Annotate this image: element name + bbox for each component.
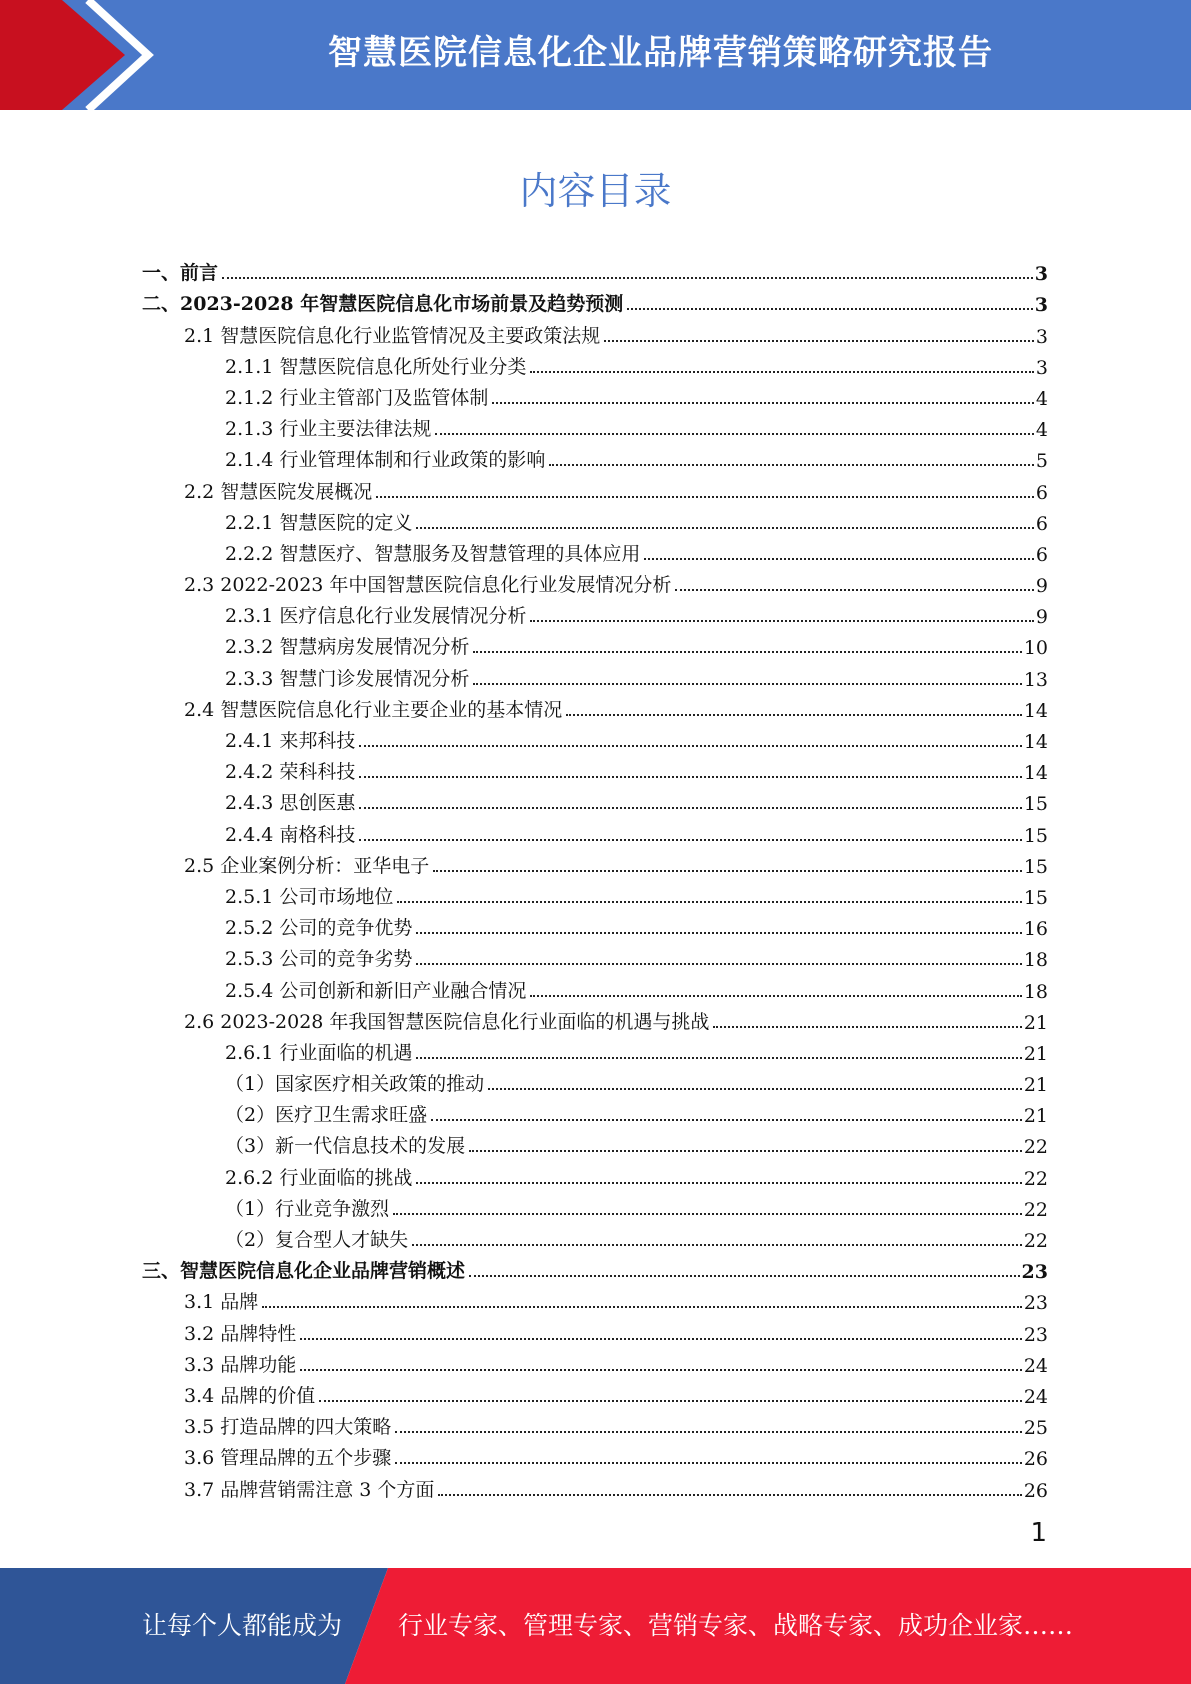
toc-entry-page: 21 bbox=[1023, 1074, 1048, 1097]
toc-entry-page: 18 bbox=[1023, 949, 1048, 972]
toc-entry[interactable] bbox=[142, 784, 1048, 815]
toc-entry-label: 二、2023-2028 年智慧医院信息化市场前景及趋势预测 bbox=[142, 293, 624, 316]
toc-entry-page: 3 bbox=[1035, 356, 1048, 379]
toc-entry-page: 10 bbox=[1023, 637, 1048, 660]
toc-entry-page: 24 bbox=[1023, 1354, 1048, 1377]
toc-entry-page: 9 bbox=[1035, 606, 1048, 629]
toc-entry-label: （2）复合型人才缺失 bbox=[225, 1229, 409, 1251]
toc-entry-label: 2.4.1 来邦科技 bbox=[225, 730, 356, 752]
toc-entry[interactable] bbox=[142, 722, 1048, 753]
toc-entry[interactable] bbox=[142, 1034, 1048, 1065]
toc-entry[interactable] bbox=[142, 597, 1048, 628]
toc-dot-leader bbox=[644, 558, 1034, 560]
toc-entry-page: 24 bbox=[1023, 1385, 1048, 1408]
report-title: 智慧医院信息化企业品牌营销策略研究报告 bbox=[328, 33, 993, 73]
toc-entry-label: （2）医疗卫生需求旺盛 bbox=[225, 1104, 428, 1127]
toc-entry[interactable] bbox=[142, 878, 1048, 909]
toc-entry-page: 15 bbox=[1023, 824, 1048, 847]
table-of-contents bbox=[142, 254, 1048, 1502]
toc-dot-leader bbox=[395, 1462, 1022, 1464]
toc-entry[interactable] bbox=[142, 1470, 1048, 1501]
toc-dot-leader bbox=[469, 1150, 1022, 1152]
toc-entry-label: 2.3.1 医疗信息化行业发展情况分析 bbox=[225, 605, 527, 628]
toc-dot-leader bbox=[675, 589, 1033, 591]
toc-entry[interactable] bbox=[142, 348, 1048, 379]
toc-entry-page: 22 bbox=[1023, 1230, 1048, 1252]
toc-dot-leader bbox=[627, 308, 1033, 310]
toc-dot-leader bbox=[473, 651, 1021, 653]
toc-entry-label: 3.2 品牌特性 bbox=[184, 1322, 297, 1345]
toc-entry[interactable] bbox=[142, 1190, 1048, 1221]
toc-entry-page: 23 bbox=[1021, 1261, 1048, 1284]
toc-entry-label: 3.5 打造品牌的四大策略 bbox=[184, 1416, 392, 1439]
toc-dot-leader bbox=[469, 1275, 1020, 1277]
toc-entry-page: 23 bbox=[1023, 1323, 1048, 1346]
toc-entry-page: 9 bbox=[1035, 575, 1048, 598]
toc-dot-leader bbox=[397, 901, 1021, 903]
header-band bbox=[0, 0, 1191, 110]
toc-dot-leader bbox=[713, 1026, 1021, 1028]
red-chevron-decoration bbox=[0, 0, 160, 110]
toc-entry-page: 4 bbox=[1035, 419, 1048, 442]
toc-entry-label: 3.3 品牌功能 bbox=[184, 1353, 297, 1376]
toc-entry-page: 21 bbox=[1023, 1042, 1048, 1065]
toc-entry[interactable] bbox=[142, 379, 1048, 410]
toc-entry[interactable] bbox=[142, 1252, 1048, 1283]
toc-entry-page: 14 bbox=[1023, 731, 1048, 753]
toc-entry-label: 2.4 智慧医院信息化行业主要企业的基本情况 bbox=[184, 698, 563, 721]
toc-entry-label: 2.3 2022-2023 年中国智慧医院信息化行业发展情况分析 bbox=[184, 574, 672, 597]
toc-dot-leader bbox=[359, 839, 1021, 841]
toc-dot-leader bbox=[359, 807, 1021, 809]
toc-entry-label: 3.7 品牌营销需注意 3 个方面 bbox=[184, 1478, 435, 1501]
toc-entry[interactable] bbox=[142, 1096, 1048, 1127]
toc-entry-page: 15 bbox=[1023, 793, 1048, 816]
toc-entry-label: 2.5.2 公司的竞争优势 bbox=[225, 917, 413, 940]
toc-entry-label: （3）新一代信息技术的发展 bbox=[225, 1135, 466, 1158]
toc-entry-page: 15 bbox=[1023, 855, 1048, 878]
toc-entry-label: 2.1.2 行业主管部门及监管体制 bbox=[225, 386, 489, 409]
toc-entry[interactable] bbox=[142, 1127, 1048, 1158]
toc-dot-leader bbox=[376, 496, 1034, 498]
page-number: 1 bbox=[1030, 1518, 1047, 1548]
toc-heading: 内容目录 bbox=[519, 169, 672, 213]
toc-entry[interactable] bbox=[142, 285, 1048, 316]
toc-entry-label: 三、智慧医院信息化企业品牌营销概述 bbox=[142, 1260, 466, 1283]
toc-entry[interactable] bbox=[142, 316, 1048, 347]
toc-entry-page: 6 bbox=[1035, 481, 1048, 504]
toc-dot-leader bbox=[530, 371, 1034, 373]
toc-entry-label: 2.5.1 公司市场地位 bbox=[225, 885, 394, 908]
toc-dot-leader bbox=[435, 433, 1034, 435]
footer-slogan-left: 让每个人都能成为 bbox=[142, 1611, 343, 1640]
toc-entry-page: 14 bbox=[1023, 699, 1048, 722]
toc-entry[interactable] bbox=[142, 1065, 1048, 1096]
toc-entry-page: 4 bbox=[1035, 387, 1048, 410]
toc-dot-leader bbox=[492, 402, 1034, 404]
toc-dot-leader bbox=[416, 932, 1021, 934]
toc-dot-leader bbox=[438, 1494, 1021, 1496]
toc-dot-leader bbox=[359, 776, 1021, 778]
toc-entry[interactable] bbox=[142, 566, 1048, 597]
toc-dot-leader bbox=[530, 620, 1034, 622]
toc-entry[interactable] bbox=[142, 1283, 1048, 1314]
toc-entry-label: 2.3.3 智慧门诊发展情况分析 bbox=[225, 667, 470, 690]
toc-entry-page: 22 bbox=[1023, 1167, 1048, 1190]
toc-entry[interactable] bbox=[142, 815, 1048, 846]
toc-entry-page: 22 bbox=[1023, 1198, 1048, 1221]
toc-dot-leader bbox=[488, 1088, 1022, 1090]
footer-slogan-right: 行业专家、管理专家、营销专家、战略专家、成功企业家…… bbox=[398, 1611, 1074, 1640]
toc-entry-label: 2.3.2 智慧病房发展情况分析 bbox=[225, 636, 470, 659]
toc-dot-leader bbox=[549, 464, 1034, 466]
toc-dot-leader bbox=[412, 1244, 1022, 1246]
toc-entry-label: 2.5.4 公司创新和新旧产业融合情况 bbox=[225, 979, 527, 1002]
toc-entry-label: 2.1.4 行业管理体制和行业政策的影响 bbox=[225, 449, 546, 472]
toc-dot-leader bbox=[319, 1400, 1022, 1402]
toc-entry-label: 2.4.2 荣科科技 bbox=[225, 761, 356, 784]
toc-dot-leader bbox=[433, 870, 1022, 872]
toc-entry-label: 2.5.3 公司的竞争劣势 bbox=[225, 948, 413, 971]
toc-entry-page: 23 bbox=[1023, 1292, 1048, 1315]
toc-entry-page: 5 bbox=[1035, 450, 1048, 473]
toc-entry-page: 3 bbox=[1034, 294, 1048, 317]
toc-entry-page: 22 bbox=[1023, 1136, 1048, 1159]
toc-entry-page: 14 bbox=[1023, 762, 1048, 785]
toc-entry-label: 2.5 企业案例分析：亚华电子 bbox=[184, 854, 430, 877]
toc-entry[interactable] bbox=[142, 504, 1048, 535]
toc-entry-label: 3.6 管理品牌的五个步骤 bbox=[184, 1447, 392, 1470]
toc-entry-label: 2.6.2 行业面临的挑战 bbox=[225, 1166, 413, 1189]
toc-entry-label: （1）行业竞争激烈 bbox=[225, 1197, 390, 1220]
toc-entry[interactable] bbox=[142, 753, 1048, 784]
toc-dot-leader bbox=[530, 995, 1021, 997]
toc-entry-page: 6 bbox=[1035, 512, 1048, 535]
toc-entry-label: 2.4.3 思创医惠 bbox=[225, 792, 356, 815]
toc-entry-label: 3.1 品牌 bbox=[184, 1291, 259, 1314]
toc-entry[interactable] bbox=[142, 1221, 1048, 1252]
toc-dot-leader bbox=[416, 963, 1021, 965]
toc-entry[interactable] bbox=[142, 1158, 1048, 1189]
toc-entry-label: 2.6.1 行业面临的机遇 bbox=[225, 1041, 413, 1064]
toc-entry[interactable] bbox=[142, 410, 1048, 441]
toc-entry[interactable] bbox=[142, 628, 1048, 659]
toc-entry-label: 2.6 2023-2028 年我国智慧医院信息化行业面临的机遇与挑战 bbox=[184, 1010, 710, 1033]
toc-entry[interactable] bbox=[142, 940, 1048, 971]
toc-dot-leader bbox=[604, 340, 1034, 342]
toc-entry[interactable] bbox=[142, 971, 1048, 1002]
toc-entry[interactable] bbox=[142, 909, 1048, 940]
toc-entry-page: 26 bbox=[1023, 1479, 1048, 1502]
toc-entry-page: 21 bbox=[1023, 1011, 1048, 1034]
toc-entry-page: 15 bbox=[1023, 886, 1048, 909]
toc-dot-leader bbox=[222, 277, 1033, 279]
toc-entry-page: 18 bbox=[1023, 980, 1048, 1003]
toc-dot-leader bbox=[416, 1182, 1021, 1184]
toc-dot-leader bbox=[566, 714, 1022, 716]
toc-entry-label: 2.2.2 智慧医疗、智慧服务及智慧管理的具体应用 bbox=[225, 542, 641, 565]
toc-entry-page: 21 bbox=[1023, 1105, 1048, 1128]
toc-entry[interactable] bbox=[142, 1377, 1048, 1408]
toc-dot-leader bbox=[359, 745, 1021, 747]
toc-entry-label: 一、前言 bbox=[142, 262, 219, 285]
toc-entry-label: 2.4.4 南格科技 bbox=[225, 823, 356, 846]
toc-entry[interactable] bbox=[142, 441, 1048, 472]
toc-dot-leader bbox=[416, 527, 1034, 529]
toc-entry-page: 3 bbox=[1035, 325, 1048, 348]
toc-entry-label: 2.1.3 行业主要法律法规 bbox=[225, 418, 432, 441]
toc-entry-label: 3.4 品牌的价值 bbox=[184, 1384, 316, 1407]
toc-entry[interactable] bbox=[142, 1408, 1048, 1439]
toc-entry-page: 6 bbox=[1035, 543, 1048, 566]
toc-entry-page: 26 bbox=[1023, 1448, 1048, 1471]
toc-entry-page: 16 bbox=[1023, 918, 1048, 941]
toc-dot-leader bbox=[300, 1338, 1022, 1340]
toc-dot-leader bbox=[473, 683, 1021, 685]
toc-dot-leader bbox=[395, 1431, 1022, 1433]
toc-entry[interactable] bbox=[142, 691, 1048, 722]
toc-entry[interactable] bbox=[142, 847, 1048, 878]
footer-band bbox=[0, 1568, 1191, 1684]
toc-entry[interactable] bbox=[142, 472, 1048, 503]
toc-entry-page: 3 bbox=[1034, 263, 1048, 286]
toc-entry-label: 2.1.1 智慧医院信息化所处行业分类 bbox=[225, 355, 527, 378]
toc-dot-leader bbox=[262, 1306, 1022, 1308]
toc-dot-leader bbox=[300, 1369, 1022, 1371]
toc-entry[interactable] bbox=[142, 1439, 1048, 1470]
toc-entry[interactable] bbox=[142, 1314, 1048, 1345]
toc-entry-label: 2.1 智慧医院信息化行业监管情况及主要政策法规 bbox=[184, 324, 601, 347]
toc-entry-label: 2.2.1 智慧医院的定义 bbox=[225, 511, 413, 534]
toc-entry-label: （1）国家医疗相关政策的推动 bbox=[225, 1073, 485, 1096]
toc-entry[interactable] bbox=[142, 254, 1048, 285]
toc-entry-label: 2.2 智慧医院发展概况 bbox=[184, 480, 373, 503]
toc-dot-leader bbox=[431, 1119, 1022, 1121]
toc-entry[interactable] bbox=[142, 535, 1048, 566]
toc-entry[interactable] bbox=[142, 659, 1048, 690]
toc-dot-leader bbox=[393, 1213, 1022, 1215]
toc-dot-leader bbox=[416, 1057, 1021, 1059]
toc-entry-page: 13 bbox=[1023, 668, 1048, 691]
toc-entry-page: 25 bbox=[1023, 1417, 1048, 1440]
toc-entry[interactable] bbox=[142, 1346, 1048, 1377]
toc-entry[interactable] bbox=[142, 1003, 1048, 1034]
